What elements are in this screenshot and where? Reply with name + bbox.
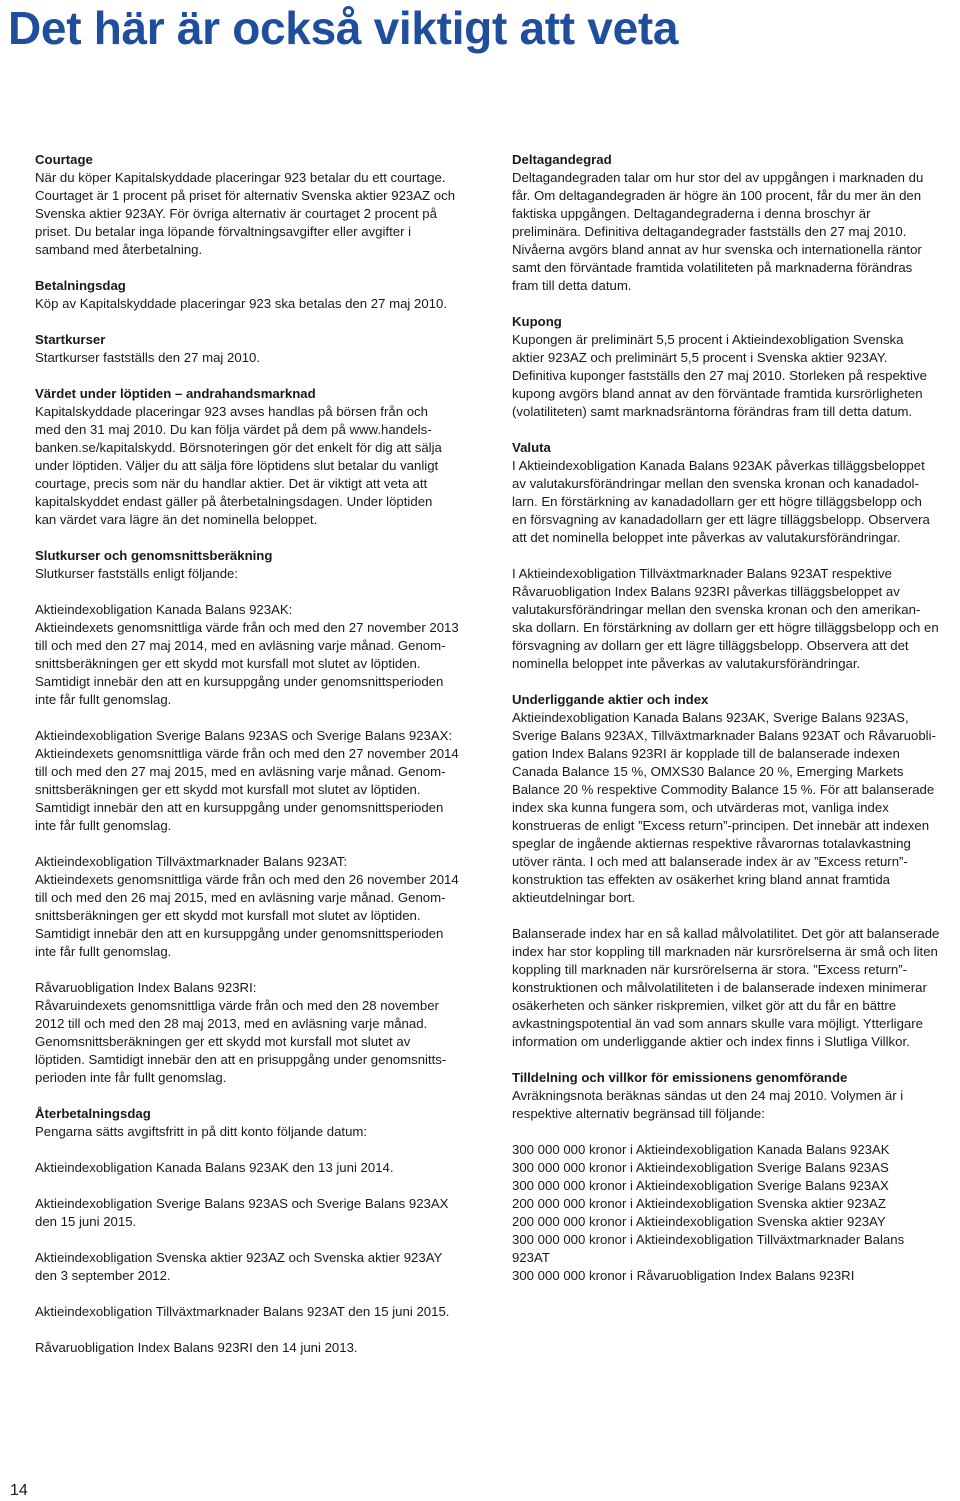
section-heading: Startkurser [35, 332, 106, 347]
paragraph: Balanserade index har en så kallad målvolatilitet. Det gör att balanserade index har stor koppling till marknaden när kursrörelserna är små och liten koppling till marknaden när kursrörelserna är stora. ”Excess return”- konstruktionen och målvolatiliteten i de balanserade indexen minimerar osäkerheten och sänker riskpremien, vilket gör att du får en bättre avkastningspotential än vad som annars skulle vara möjligt. Ytterligare information om underliggande aktier och index finns i Slutliga Villkor. [512, 926, 940, 1049]
section-heading: Värdet under löptiden – andrahandsmarknad [35, 386, 316, 401]
paragraph: Råvaruobligation Index Balans 923RI: Råvaruindexets genomsnittliga värde från och med den 28 november 2012 till och med den 28 maj 2013, med en avläsning varje månad. Genomsnittsberäkningen ger ett skydd mot kursfall mot slutet av löptiden. Samtidigt innebär den att en prisuppgång under genomsnitts- perioden inte får fullt genomslag. [35, 980, 447, 1085]
paragraph: Aktieindexobligation Kanada Balans 923AK, Sverige Balans 923AS, Sverige Balans 923AX, Tillväxtmarknader Balans 923AT och Råvaruobli- gation Index Balans 923RI är kopplade till de balanserade indexen Canada Balance 15 %, OMXS30 Balance 20 %, Emerging Markets Balance 20 % respektive Commodity Balance 15 %. För att balanserade index ska kunna fungera som, och utvärderas mot, vanliga index konstrueras de enligt ”Excess return”-principen. Det innebär att indexen speglar de ingående aktiernas respektive råvarornas totalavkastning utöver ränta. I och med att balanserade index är av ”Excess return”- konstruktion tas effekten av osäkerhet kring bland annat framtida aktieutdelningar bort. [512, 710, 936, 905]
paragraph: I Aktieindexobligation Tillväxtmarknader Balans 923AT respektive Råvaruobligation Index Balans 923RI påverkas tilläggsbeloppet av valutakursförändringar mellan den svenska kronan och den amerikan- ska dollarn. En förstärkning av dollarn ger ett högre tilläggsbelopp och en försvagning av dollarn ger ett lägre tilläggsbelopp. Observera att det nominella beloppet inte påverkas av valutakursförändringar. [512, 566, 939, 671]
page-title: Det här är också viktigt att veta [8, 2, 679, 54]
section-body: Kupongen är preliminärt 5,5 procent i Aktieindexobligation Svenska aktier 923AZ och preliminärt 5,5 procent i Svenska aktier 923AY. Definitiva kuponger fastställs den 27 maj 2010. Storleken på respektive kupong avgörs bland annat av den förväntade framtida kursrörligheten (volatiliteten) samt marknadsräntorna förändras fram till detta datum. [512, 332, 927, 419]
paragraph: Aktieindexobligation Tillväxtmarknader Balans 923AT den 15 juni 2015. [35, 1304, 450, 1319]
section-heading: Courtage [35, 152, 93, 167]
section-intro: Pengarna sätts avgiftsfritt in på ditt konto följande datum: [35, 1124, 368, 1139]
section-heading: Underliggande aktier och index [512, 692, 709, 707]
section-vardet [35, 385, 485, 529]
section-slutkurser [35, 547, 485, 1087]
section-tilldelning [512, 1069, 952, 1285]
section-body: Köp av Kapitalskyddade placeringar 923 ska betalas den 27 maj 2010. [35, 296, 448, 311]
section-heading: Kupong [512, 314, 562, 329]
paragraph: Aktieindexobligation Sverige Balans 923AS och Sverige Balans 923AX den 15 juni 2015. [35, 1196, 449, 1229]
section-underliggande [512, 691, 952, 1051]
section-heading: Betalningsdag [35, 278, 126, 293]
section-heading: Återbetalningsdag [35, 1106, 151, 1121]
section-heading: Valuta [512, 440, 551, 455]
section-kupong [512, 313, 952, 421]
section-betalningsdag [35, 277, 485, 313]
section-valuta [512, 439, 952, 673]
paragraph: Aktieindexobligation Kanada Balans 923AK den 13 juni 2014. [35, 1160, 394, 1175]
page-number: 14 [10, 1482, 28, 1499]
paragraph: Aktieindexobligation Kanada Balans 923AK: Aktieindexets genomsnittliga värde från och med den 27 november 2013 till och med den 27 maj 2014, med en avläsning varje månad. Genom- snittsberäkningen ger ett skydd mot kursfall mot slutet av löptiden. Samtidigt innebär den att en kursuppgång under genomsnittsperioden inte får fullt genomslag. [35, 602, 459, 707]
section-body: Deltagandegraden talar om hur stor del av uppgången i marknaden du får. Om deltagandegraden är högre än 100 procent, får du mer än den faktiska uppgången. Deltagandegraderna i denna broschyr är preliminära. Definitiva deltagandegrader fastställs den 27 maj 2010. Nivåerna avgörs bland annat av hur svenska och internationella räntor samt den förväntade framtida volatiliteten på marknaderna förändras fram till detta datum. [512, 170, 924, 293]
section-aterbetalningsdag [35, 1105, 485, 1357]
section-heading: Tilldelning och villkor för emissionens genomförande [512, 1070, 848, 1085]
section-heading: Deltagandegrad [512, 152, 612, 167]
left-column [35, 151, 485, 1375]
section-body: Kapitalskyddade placeringar 923 avses handlas på börsen från och med den 31 maj 2010. Du kan följa värdet på dem på www.handels- banken.se/kapitalskydd. Börsnoteringen gör det enkelt för dig att sälja under löptiden. Väljer du att sälja före löptidens slut betalar du vanligt courtage, precis som när du handlar aktier. Det är viktigt att veta att kapitalskyddet endast gäller på återbetalningsdagen. Under löptiden kan värdet vara lägre än det nominella beloppet. [35, 404, 442, 527]
paragraph: Råvaruobligation Index Balans 923RI den 14 juni 2013. [35, 1340, 358, 1355]
section-body: När du köper Kapitalskyddade placeringar 923 betalar du ett courtage. Courtaget är 1 procent på priset för alternativ Svenska aktier 923AZ och Svenska aktier 923AY. För övriga alternativ är courtaget 2 procent på priset. Du betalar inga löpande förvaltningsavgifter eller avgifter i samband med återbetalning. [35, 170, 456, 257]
paragraph: Aktieindexobligation Tillväxtmarknader Balans 923AT: Aktieindexets genomsnittliga värde från och med den 26 november 2014 till och med den 26 maj 2015, med en avläsning varje månad. Genom- snittsberäkningen ger ett skydd mot kursfall mot slutet av löptiden. Samtidigt innebär den att en kursuppgång under genomsnittsperioden inte får fullt genomslag. [35, 854, 459, 959]
right-column [512, 151, 952, 1303]
paragraph: Aktieindexobligation Sverige Balans 923AS och Sverige Balans 923AX: Aktieindexets genomsnittliga värde från och med den 27 november 2014 till och med den 27 maj 2015, med en avläsning varje månad. Genom- snittsberäkningen ger ett skydd mot kursfall mot slutet av löptiden. Samtidigt innebär den att en kursuppgång under genomsnittsperioden inte får fullt genomslag. [35, 728, 459, 833]
section-intro: Avräkningsnota beräknas sändas ut den 24 maj 2010. Volymen är i respektive alternativ begränsad till följande: [512, 1088, 904, 1121]
allocation-list: 300 000 000 kronor i Aktieindexobligation Kanada Balans 923AK 300 000 000 kronor i Aktieindexobligation Sverige Balans 923AS 300 000 000 kronor i Aktieindexobligation Sverige Balans 923AX 200 000 000 kronor i Aktieindexobligation Svenska aktier 923AZ 200 000 000 kronor i Aktieindexobligation Svenska aktier 923AY 300 000 000 kronor i Aktieindexobligation Tillväxtmarknader Balans 923AT 300 000 000 kronor i Råvaruobligation Index Balans 923RI [512, 1142, 905, 1283]
section-deltagandegrad [512, 151, 952, 295]
section-heading: Slutkurser och genomsnittsberäkning [35, 548, 273, 563]
section-startkurser [35, 331, 485, 367]
paragraph: I Aktieindexobligation Kanada Balans 923AK påverkas tilläggsbeloppet av valutakursförändringar mellan den svenska kronan och kanadadol- larn. En förstärkning av kanadadollarn ger ett högre tilläggsbelopp och en försvagning av kanadadollarn ger ett lägre tilläggsbelopp. Observera att det nominella beloppet inte påverkas av valutakursförändringar. [512, 458, 930, 545]
section-intro: Slutkurser fastställs enligt följande: [35, 566, 239, 581]
section-body: Startkurser fastställs den 27 maj 2010. [35, 350, 261, 365]
section-courtage [35, 151, 485, 259]
paragraph: Aktieindexobligation Svenska aktier 923AZ och Svenska aktier 923AY den 3 september 2012. [35, 1250, 443, 1283]
